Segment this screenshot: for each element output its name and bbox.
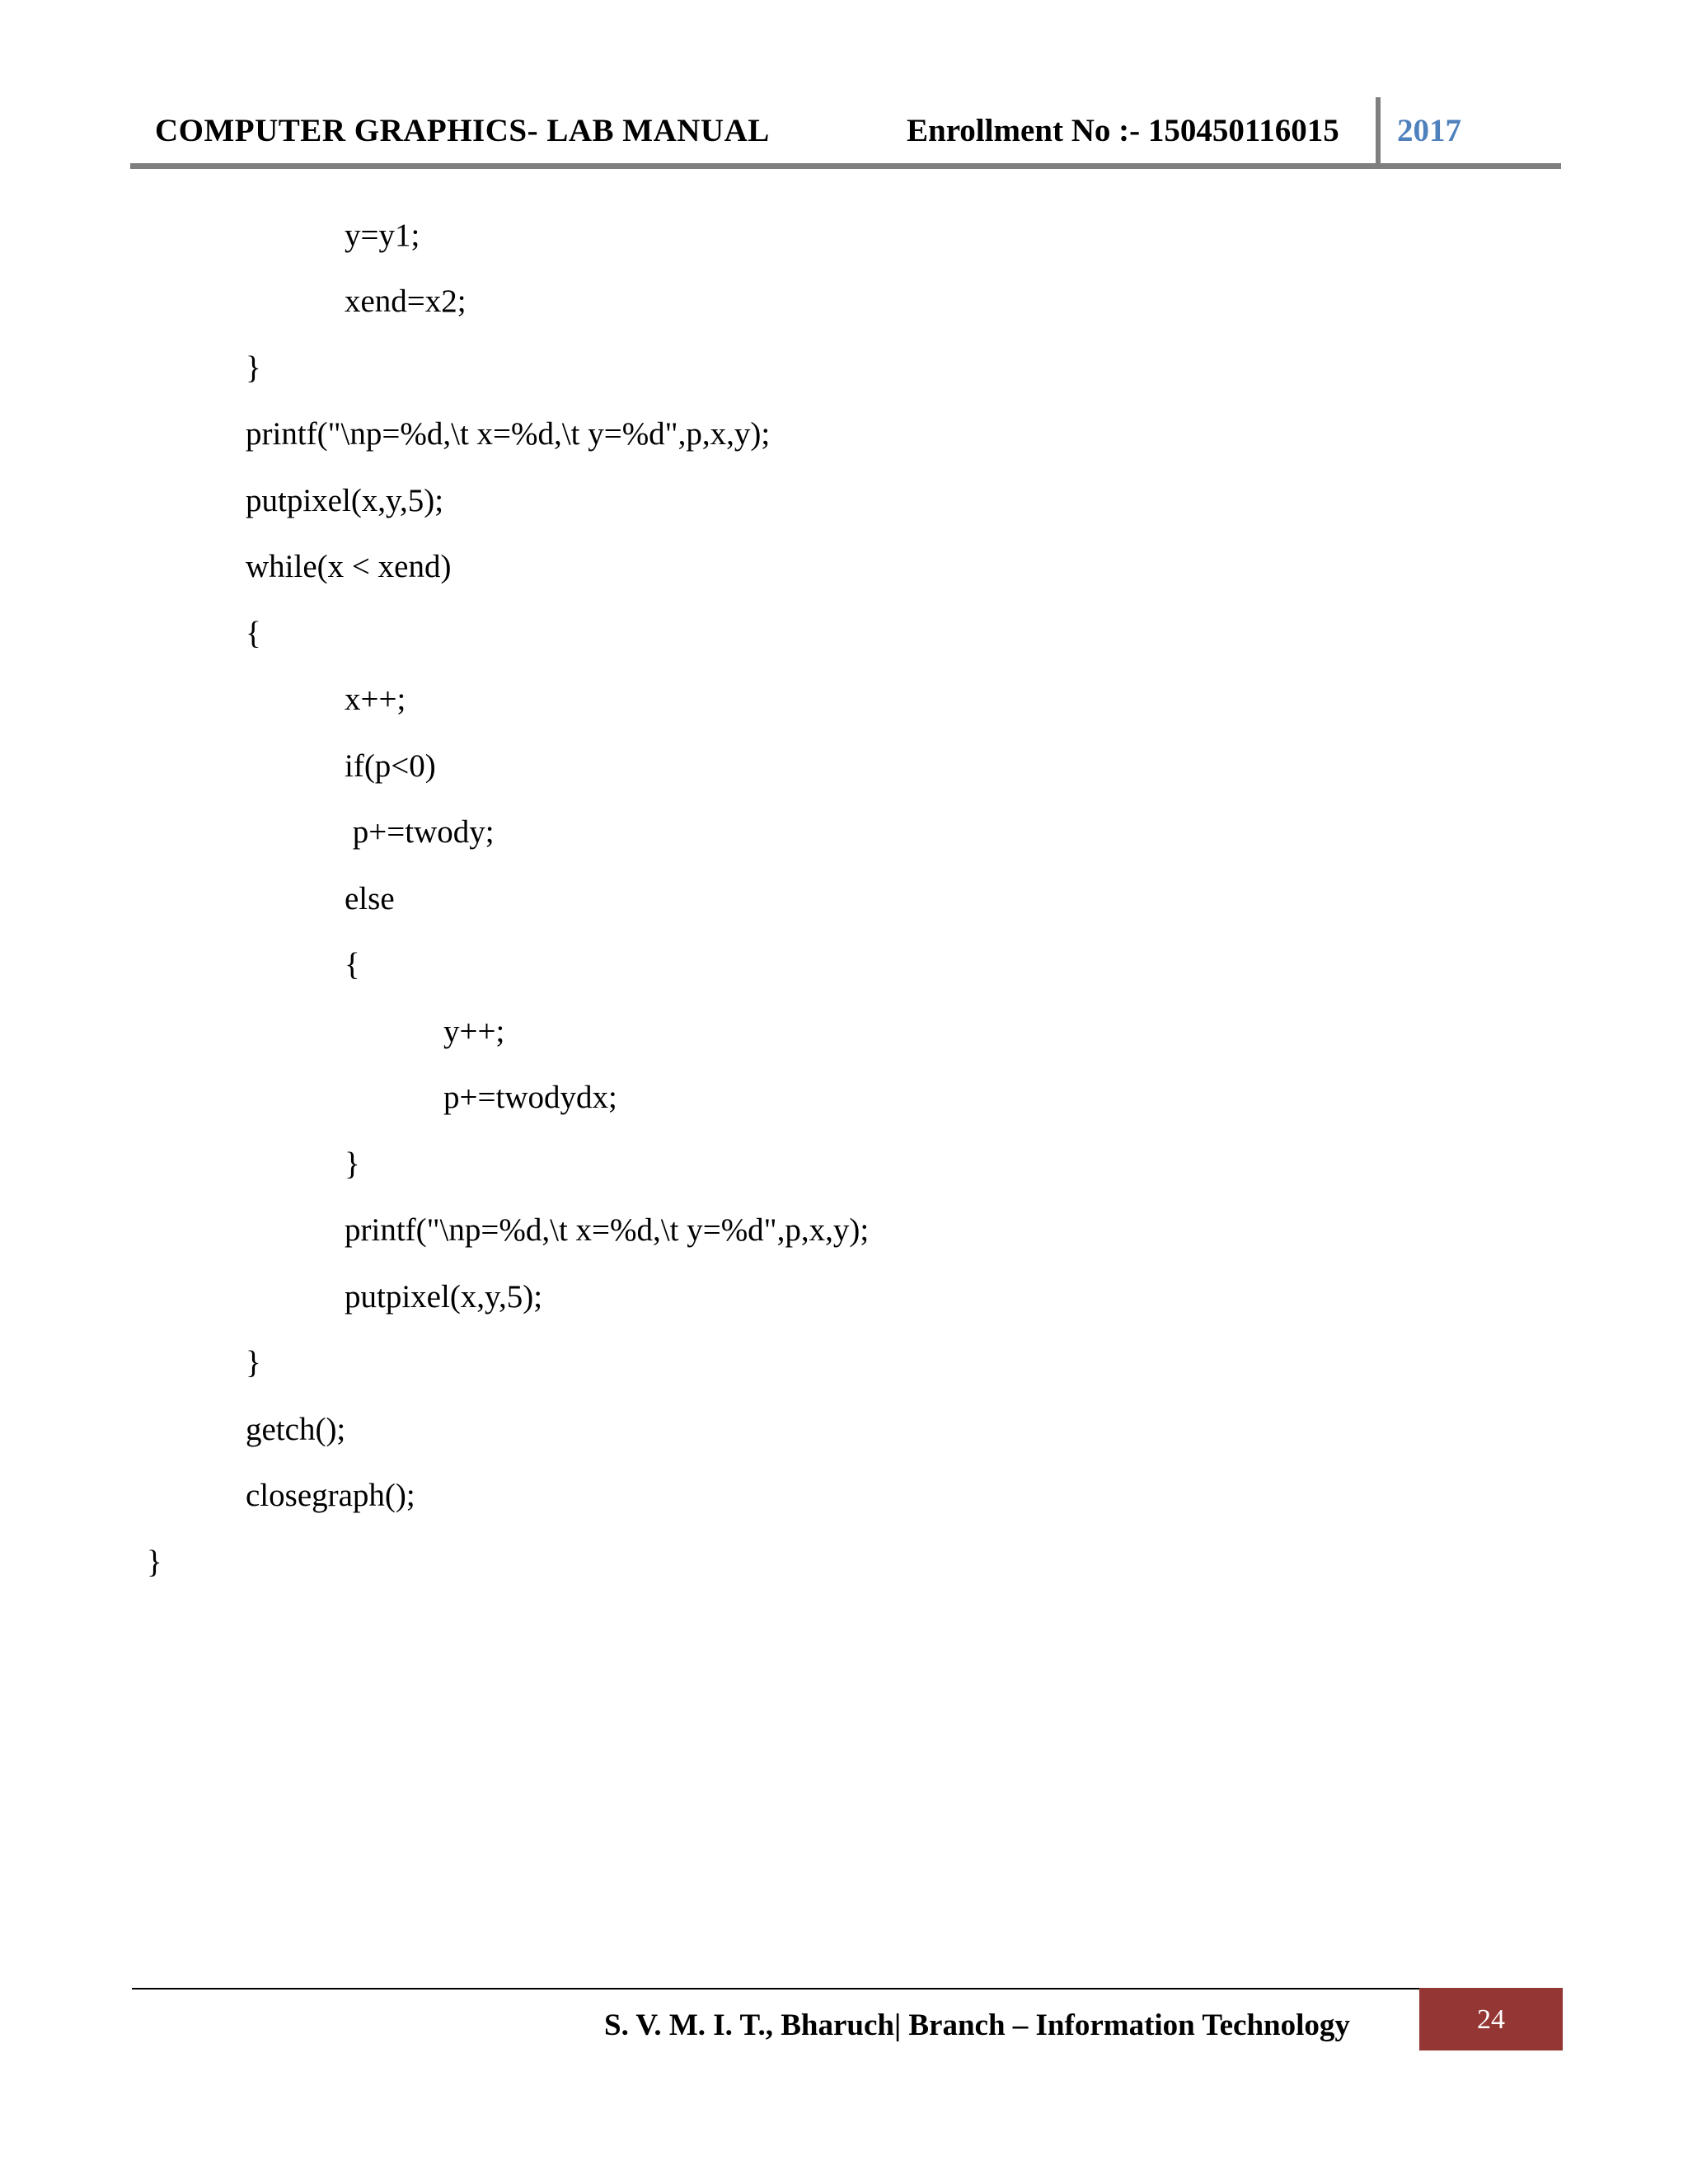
code-line: } [246,350,261,386]
header-title: COMPUTER GRAPHICS- LAB MANUAL [155,113,770,148]
code-line: closegraph(); [246,1478,415,1513]
code-line: while(x < xend) [246,549,452,584]
page-number: 24 [1477,2004,1505,2035]
header-enrollment: Enrollment No :- 150450116015 [907,113,1339,148]
code-line: } [147,1544,162,1580]
code-line: if(p<0) [345,748,436,784]
code-line: x++; [345,682,406,717]
code-line: else [345,881,395,916]
code-line: { [345,947,360,982]
code-line: y++; [443,1014,505,1049]
code-line: y=y1; [345,218,420,253]
code-line: putpixel(x,y,5); [345,1279,543,1315]
code-line: p+=twodydx; [443,1080,617,1115]
code-line: printf("\np=%d,\t x=%d,\t y=%d",p,x,y); [246,416,771,452]
code-line: putpixel(x,y,5); [246,483,444,518]
code-line: } [345,1146,360,1182]
footer-rule [132,1988,1421,1990]
code-line: getch(); [246,1412,346,1447]
header-rule [130,163,1561,169]
header-separator [1376,97,1381,166]
code-line: p+=twody; [345,814,495,850]
code-line: printf("\np=%d,\t x=%d,\t y=%d",p,x,y); [345,1212,870,1248]
header-year: 2017 [1397,113,1461,148]
code-line: } [246,1345,261,1380]
code-line: xend=x2; [345,284,467,319]
footer-institute: S. V. M. I. T., Bharuch| Branch – Information Technology [604,2008,1350,2042]
page-number-box [1419,1988,1563,2050]
code-line: { [246,616,261,651]
